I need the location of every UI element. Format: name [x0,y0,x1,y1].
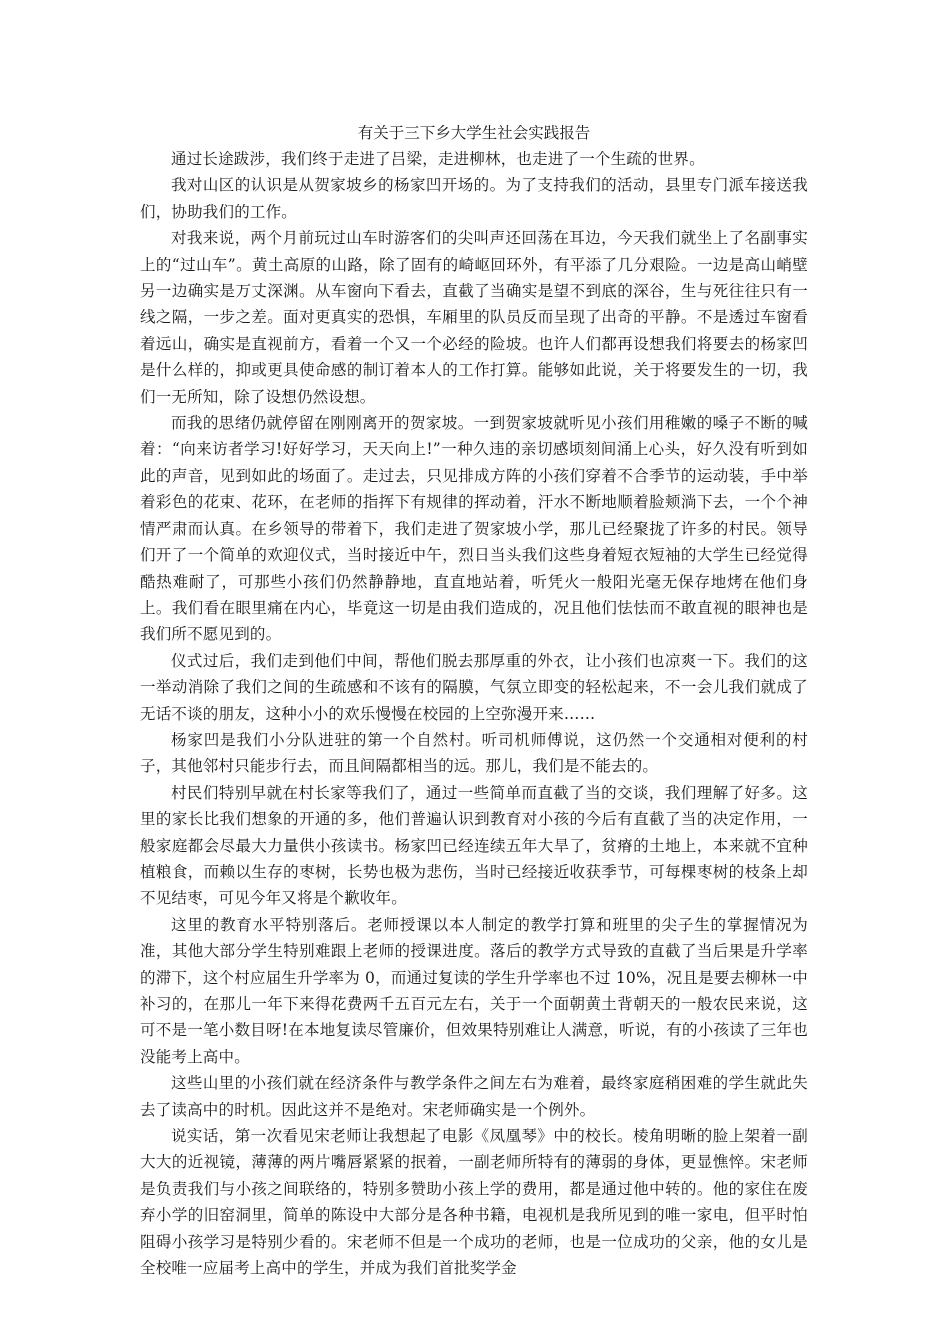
paragraph-8: 这里的教育水平特别落后。老师授课以本人制定的教学打算和班里的尖子生的掌握情况为准，其他大部分学生特别难跟上老师的授课进度。落后的教学方式导致的直截了当后果是升学率的滞下，这个村应届生升学率为 0，而通过复读的学生升学率也不过 10%，况且是要去柳林一中补习的，在那儿一年下来得花费两千五百元左右，关于一个面朝黄土背朝天的一般农民来说，这可不是一笔小数目呀!在本地复读尽管廉价，但效果特别难让人满意，听说，有的小孩读了三年也没能考上高中。 [140,915,808,1066]
paragraph-9: 这些山里的小孩们就在经济条件与教学条件之间左右为难着，最终家庭稍困难的学生就此失去了读高中的时机。因此这并不是绝对。宋老师确实是一个例外。 [140,1074,808,1119]
paragraph-4: 而我的思绪仍就停留在刚刚离开的贺家坡。一到贺家坡就听见小孩们用稚嫩的嗓子不断的喊着：“向来访者学习!好好学习，天天向上!”一种久违的亲切感顷刻间涌上心头，好久没有听到如此的声音，见到如此的场面了。走过去，只见排成方阵的小孩们穿着不合季节的运动装，手中举着彩色的花束、花环，在老师的指挥下有规律的挥动着，汗水不断地顺着脸颊淌下去，一个个神情严肃而认真。在乡领导的带着下，我们走进了贺家坡小学，那儿已经聚拢了许多的村民。领导们开了一个简单的欢迎仪式，当时接近中午，烈日当头我们这些身着短衣短袖的大学生已经觉得酷热难耐了，可那些小孩们仍然静静地，直直地站着，听凭火一般阳光毫无保存地烤在他们身上。我们看在眼里痛在内心，毕竟这一切是由我们造成的，况且他们怯怯而不敢直视的眼神也是我们所不愿见到的。 [140,414,808,644]
document-title: 有关于三下乡大学生社会实践报告 [357,124,591,142]
paragraph-6: 杨家凹是我们小分队进驻的第一个自然村。听司机师傅说，这仍然一个交通相对便利的村子，其他邻村只能步行去，而且间隔都相当的远。那儿，我们是不能去的。 [140,730,808,776]
paragraph-10: 说实话，第一次看见宋老师让我想起了电影《凤凰琴》中的校长。棱角明晰的脸上架着一副大大的近视镜，薄薄的两片嘴唇紧紧的抿着，一副老师所特有的薄弱的身体，更显憔悴。宋老师是负责我们与小孩之间联络的，特别多赞助小孩上学的费用，都是通过他中转的。他的家住在废弃小学的旧窑洞里，简单的陈设中大部分是各种书籍，电视机是我所见到的唯一家电，但平时怕阻碍小孩学习是特别少看的。宋老师不但是一个成功的老师，也是一位成功的父亲，他的女儿是全校唯一应届考上高中的学生，并成为我们首批奖学金 [140,1127,808,1278]
paragraph-2: 我对山区的认识是从贺家坡乡的杨家凹开场的。为了支持我们的活动，县里专门派车接送我们，协助我们的工作。 [140,176,808,221]
paragraph-3: 对我来说，两个月前玩过山车时游客们的尖叫声还回荡在耳边，今天我们就坐上了名副事实上的“过山车”。黄土高原的山路，除了固有的崎岖回环外，有平添了几分艰险。一边是高山峭壁另一边确实是万丈深渊。从车窗向下看去，直截了当确实是望不到底的深谷，生与死往往只有一线之隔，一步之差。面对更真实的恐惧，车厢里的队员反而呈现了出奇的平静。不是透过车窗看着远山，确实是直视前方，看着一个又一个必经的险坡。也许人们都再设想我们将要去的杨家凹是什么样的，抑或更具使命感的制订着本人的工作打算。能够如此说，关于将要发生的一切，我们一无所知，除了设想仍然设想。 [140,229,808,406]
paragraph-1: 通过长途跋涉，我们终于走进了吕梁，走进柳林，也走进了一个生疏的世界。 [171,150,705,168]
paragraph-5: 仪式过后，我们走到他们中间，帮他们脱去那厚重的外衣，让小孩们也凉爽一下。我们的这一举动消除了我们之间的生疏感和不该有的隔膜，气氛立即变的轻松起来，不一会儿我们就成了无话不谈的朋友，这种小小的欢乐慢慢在校园的上空弥漫开来…… [140,651,808,723]
document-page [140,120,808,1281]
paragraph-7: 村民们特别早就在村长家等我们了，通过一些简单而直截了当的交谈，我们理解了好多。这里的家长比我们想象的开通的多，他们普遍认识到教育对小孩的今后有直截了当的决定作用，一般家庭都会尽最大力量供小孩读书。杨家凹已经连续五年大旱了，贫瘠的土地上，本来就不宜种植粮食，而赖以生存的枣树，长势也极为悲伤，当时已经接近收获季节，可每棵枣树的枝条上却不见结枣，可见今年又将是个歉收年。 [140,783,808,908]
